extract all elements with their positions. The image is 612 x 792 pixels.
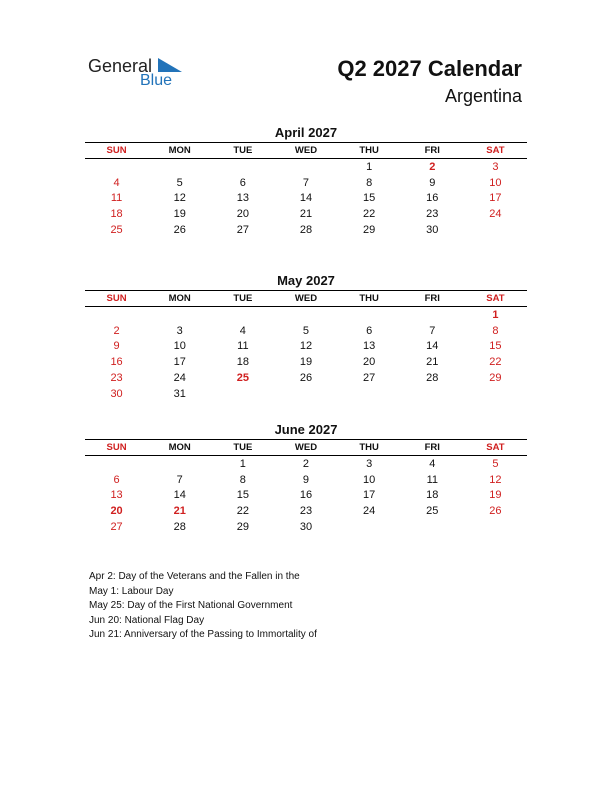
day-cell: 29	[363, 224, 376, 237]
day-cell: 14	[426, 340, 439, 353]
day-cell: 26	[173, 224, 186, 237]
day-cell: 16	[110, 356, 123, 369]
weekday-header: SUN	[106, 293, 127, 304]
logo-general-text: General	[88, 56, 153, 76]
week-row	[85, 519, 527, 535]
weekday-header: THU	[359, 145, 379, 156]
day-cell: 7	[302, 176, 310, 189]
day-cell: 25	[110, 224, 123, 237]
weekday-header: MON	[168, 145, 191, 156]
day-cell: 12	[173, 192, 186, 205]
day-cell: 9	[113, 340, 120, 353]
week-row	[85, 472, 527, 488]
weekday-header-row	[85, 290, 527, 307]
weekday-header-row	[85, 142, 527, 159]
day-cell: 23	[110, 372, 123, 385]
week-row	[85, 222, 527, 238]
month-title: June 2027	[274, 422, 338, 437]
weekday-header: THU	[359, 293, 379, 304]
logo-blue-text: Blue	[140, 72, 173, 89]
day-cell: 2	[113, 324, 120, 337]
weekday-header: MON	[168, 442, 191, 453]
day-cell: 6	[113, 473, 120, 486]
holiday-note: May 1: Labour Day	[89, 585, 174, 597]
holiday-note: May 25: Day of the First National Government	[89, 600, 293, 611]
day-cell: 24	[489, 208, 502, 221]
weekday-header-row	[85, 439, 527, 456]
day-cell: 6	[239, 176, 246, 189]
day-cell: 8	[492, 324, 499, 337]
day-cell: 10	[173, 340, 186, 353]
month-may	[85, 273, 527, 402]
holiday-notes	[89, 570, 349, 646]
weekday-header: SAT	[486, 145, 505, 156]
day-cell: 22	[363, 208, 376, 221]
day-cell: 1	[492, 308, 499, 321]
week-row	[85, 456, 527, 472]
day-cell: 24	[173, 372, 186, 385]
week-row	[85, 354, 527, 370]
day-cell: 27	[110, 521, 123, 534]
day-cell: 15	[363, 192, 376, 205]
day-cell: 21	[173, 505, 186, 518]
day-cell: 18	[426, 489, 439, 502]
day-cell: 12	[489, 473, 502, 486]
day-cell: 22	[489, 356, 502, 369]
day-cell: 7	[429, 324, 436, 337]
month-title: May 2027	[277, 273, 335, 288]
day-cell: 8	[239, 473, 246, 486]
day-cell: 20	[236, 208, 249, 221]
day-cell: 25	[426, 505, 439, 518]
day-cell: 8	[366, 176, 373, 189]
week-row	[85, 323, 527, 339]
day-cell: 30	[110, 387, 123, 400]
day-cell: 6	[366, 324, 373, 337]
day-cell: 9	[302, 473, 310, 486]
page-title: Q2 2027 Calendar	[337, 56, 522, 81]
month-june	[85, 422, 527, 535]
day-cell: 23	[299, 505, 313, 518]
day-cell: 16	[299, 489, 313, 502]
weekday-header: WED	[294, 145, 318, 156]
weekday-header: FRI	[424, 442, 440, 453]
weekday-header: WED	[294, 293, 318, 304]
day-cell: 10	[489, 176, 502, 189]
day-cell: 13	[110, 489, 123, 502]
day-cell: 1	[366, 160, 373, 173]
weekday-header: TUE	[233, 293, 253, 304]
day-cell: 5	[492, 457, 499, 470]
day-cell: 26	[299, 372, 313, 385]
day-cell: 3	[176, 324, 183, 337]
week-row	[85, 339, 527, 355]
week-row	[85, 488, 527, 504]
day-cell: 2	[302, 457, 310, 470]
month-april	[85, 125, 527, 238]
day-cell: 17	[363, 489, 376, 502]
day-cell: 11	[110, 192, 123, 205]
weekday-header: THU	[359, 442, 379, 453]
weekday-header: TUE	[233, 145, 253, 156]
day-cell: 18	[110, 208, 123, 221]
week-row	[85, 370, 527, 386]
weekday-header: TUE	[233, 442, 253, 453]
day-cell: 24	[363, 505, 376, 518]
weekday-header: SUN	[106, 442, 127, 453]
day-cell: 15	[236, 489, 249, 502]
weekday-header: WED	[294, 442, 318, 453]
day-cell: 3	[366, 457, 373, 470]
week-row	[85, 503, 527, 519]
weekday-header: SAT	[486, 442, 505, 453]
day-cell: 19	[173, 208, 186, 221]
day-cell: 20	[363, 356, 376, 369]
holiday-note: Jun 20: National Flag Day	[89, 614, 205, 626]
day-cell: 15	[489, 340, 502, 353]
day-cell: 11	[426, 473, 438, 486]
day-cell: 1	[239, 457, 246, 470]
day-cell: 13	[363, 340, 376, 353]
day-cell: 13	[236, 192, 249, 205]
day-cell: 30	[426, 224, 439, 237]
day-cell: 5	[302, 324, 310, 337]
weekday-header: MON	[168, 293, 191, 304]
day-cell: 31	[173, 387, 186, 400]
day-cell: 12	[299, 340, 313, 353]
day-cell: 5	[176, 176, 183, 189]
weekday-header: SAT	[486, 293, 505, 304]
weekday-header: FRI	[424, 293, 440, 304]
day-cell: 30	[299, 521, 313, 534]
day-cell: 20	[110, 505, 123, 518]
day-cell: 25	[236, 372, 249, 385]
day-cell: 27	[363, 372, 376, 385]
logo-triangle-icon	[158, 58, 184, 74]
day-cell: 22	[236, 505, 249, 518]
day-cell: 9	[429, 176, 436, 189]
generalblue-logo	[88, 56, 208, 96]
day-cell: 29	[489, 372, 502, 385]
day-cell: 19	[489, 489, 502, 502]
week-row	[85, 206, 527, 222]
day-cell: 3	[492, 160, 499, 173]
day-cell: 11	[237, 340, 249, 353]
day-cell: 28	[299, 224, 313, 237]
weekday-header: SUN	[106, 145, 127, 156]
day-cell: 17	[489, 192, 502, 205]
day-cell: 7	[176, 473, 183, 486]
day-cell: 10	[363, 473, 376, 486]
day-cell: 4	[113, 176, 120, 189]
day-cell: 21	[426, 356, 439, 369]
week-row	[85, 386, 527, 402]
day-cell: 18	[236, 356, 249, 369]
day-cell: 27	[236, 224, 249, 237]
day-cell: 21	[299, 208, 313, 221]
day-cell: 14	[173, 489, 186, 502]
week-row	[85, 159, 527, 175]
day-cell: 28	[426, 372, 439, 385]
week-row	[85, 175, 527, 191]
day-cell: 23	[426, 208, 439, 221]
week-row	[85, 191, 527, 207]
month-title: April 2027	[274, 125, 338, 140]
holiday-note: Jun 21: Anniversary of the Passing to Immortality of	[89, 629, 317, 640]
day-cell: 4	[239, 324, 246, 337]
day-cell: 29	[236, 521, 249, 534]
day-cell: 17	[173, 356, 186, 369]
week-row	[85, 307, 527, 323]
day-cell: 14	[299, 192, 313, 205]
holiday-note: Apr 2: Day of the Veterans and the Fallen in the	[89, 571, 300, 582]
country-subtitle: Argentina	[444, 86, 522, 106]
day-cell: 2	[429, 160, 436, 173]
weekday-header: FRI	[424, 145, 440, 156]
day-cell: 26	[489, 505, 502, 518]
day-cell: 4	[429, 457, 436, 470]
day-cell: 19	[299, 356, 313, 369]
day-cell: 16	[426, 192, 439, 205]
day-cell: 28	[173, 521, 186, 534]
